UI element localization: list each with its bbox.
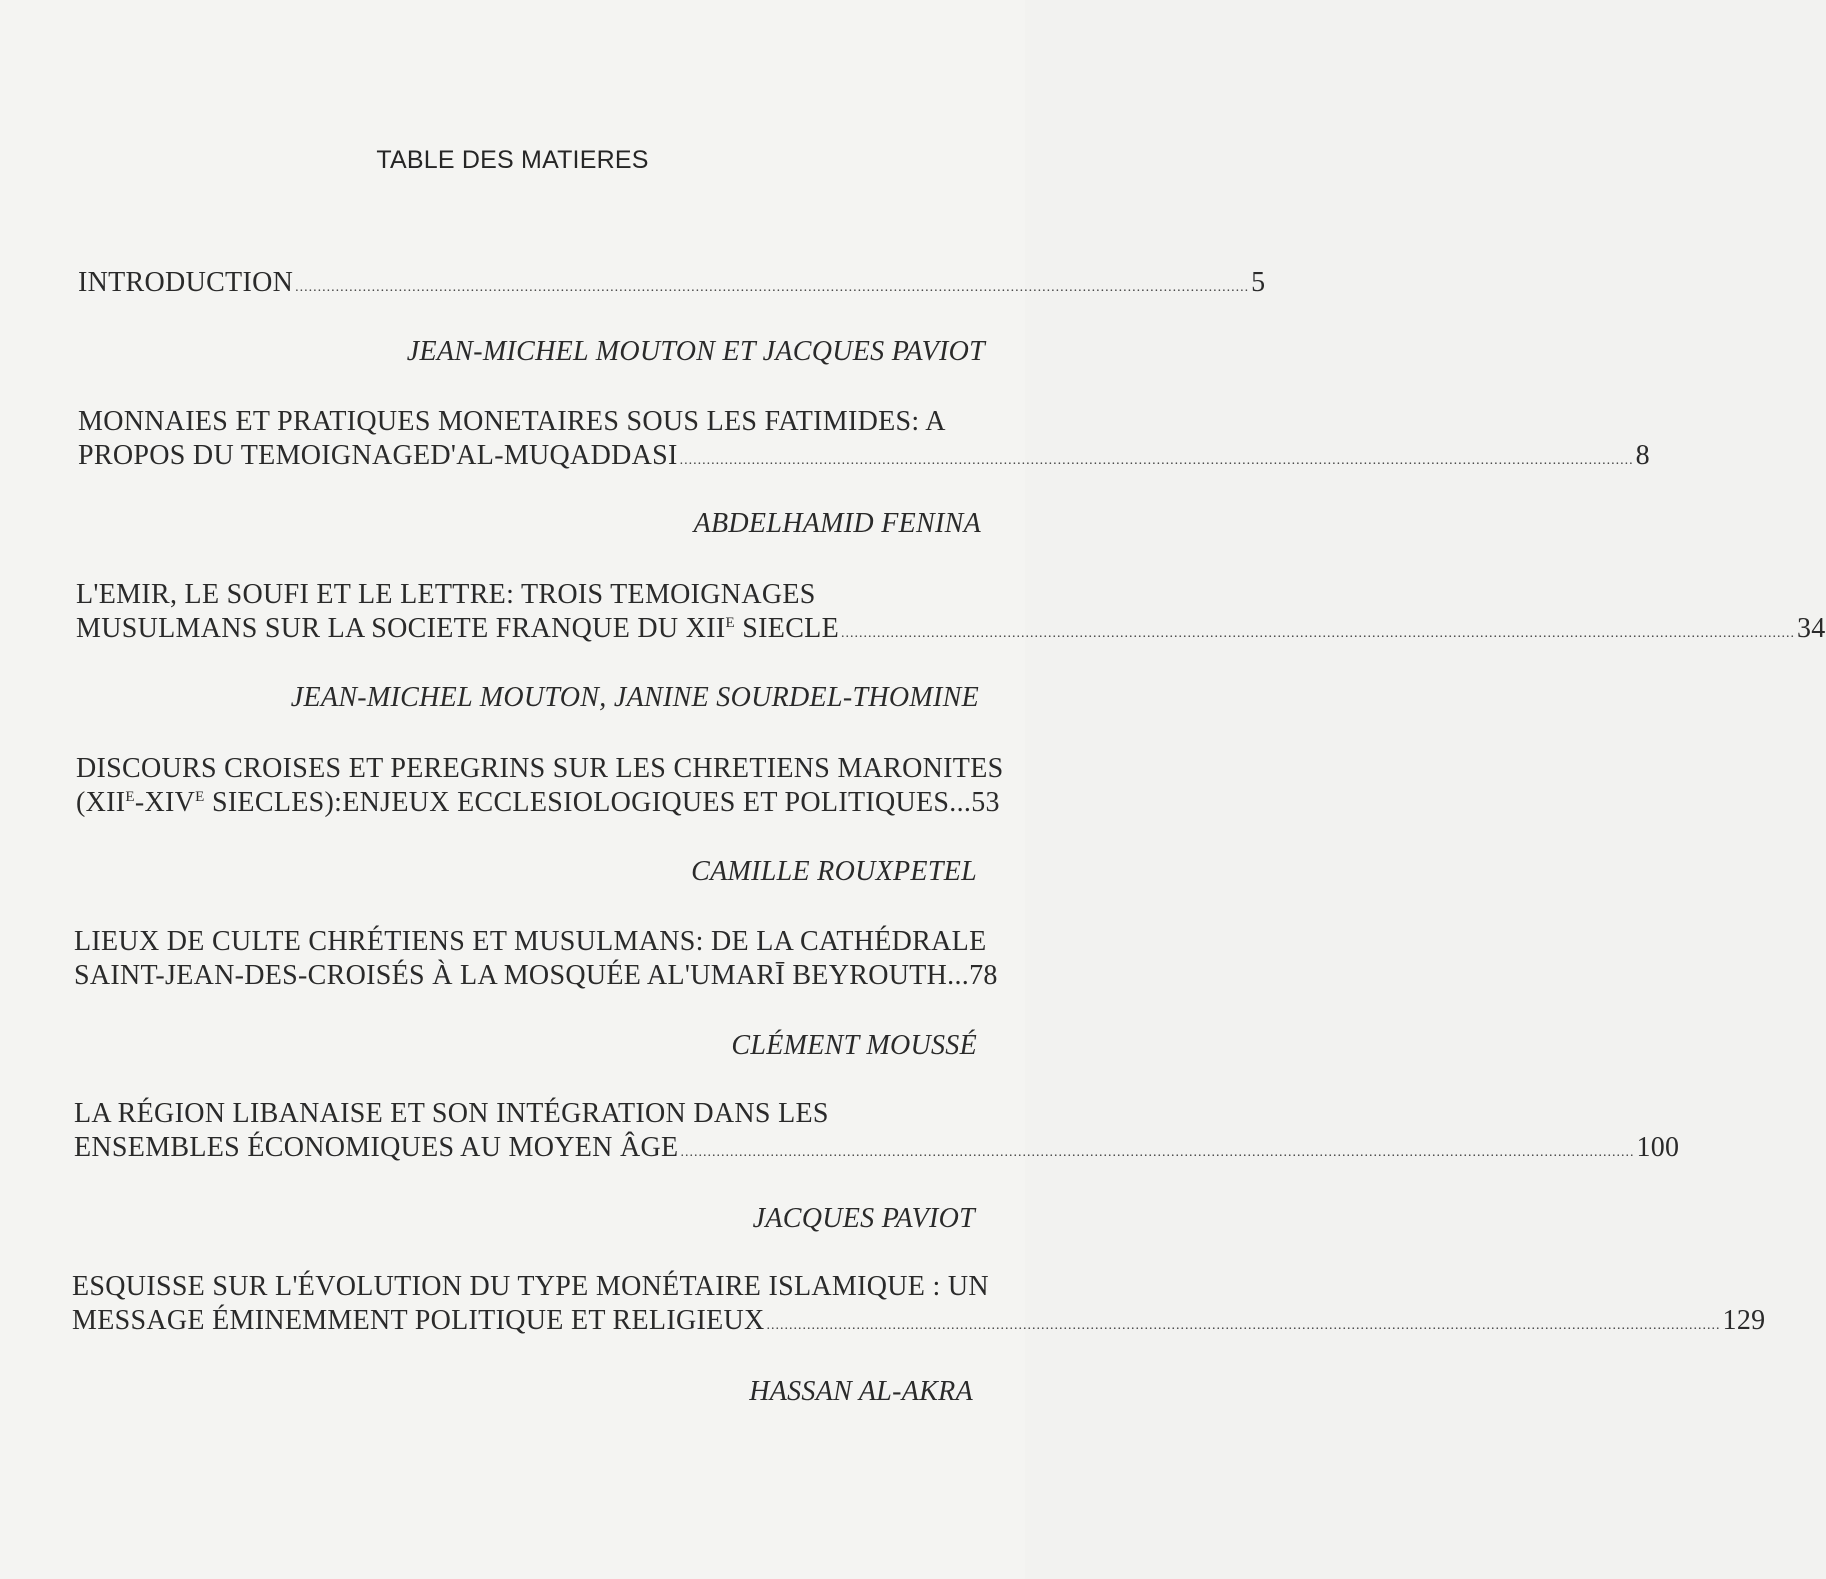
- entry-text: MONNAIES ET PRATIQUES MONETAIRES SOUS LES FATIMIDES: A: [78, 406, 946, 437]
- entry-author: JACQUES PAVIOT: [752, 1203, 975, 1234]
- dot-leader: ....................................................................................................................................................................................................................: [295, 280, 1250, 295]
- toc-entry-emir: [76, 578, 1826, 651]
- dot-leader: ....................................................................................................................................................................................................................: [840, 626, 1795, 641]
- toc-entry-line: [74, 1131, 1680, 1170]
- entry-text: LA RÉGION LIBANAISE ET SON INTÉGRATION DANS LES: [74, 1098, 829, 1129]
- entry-author: JEAN-MICHEL MOUTON ET JACQUES PAVIOT: [406, 336, 985, 367]
- entry-author: JEAN-MICHEL MOUTON, JANINE SOURDEL-THOMINE: [290, 682, 979, 713]
- entry-text: INTRODUCTION: [78, 267, 294, 298]
- entry-text: MUSULMANS SUR LA SOCIETE FRANQUE DU $XII^E$ SIECLE: [76, 613, 839, 644]
- entry-text: SAINT-JEAN-DES-CROISÉS À LA MOSQUÉE AL'UMARĪ BEYROUTH...78: [74, 960, 998, 991]
- page-number: 5: [1251, 267, 1266, 298]
- entry-text: ENSEMBLES ÉCONOMIQUES AU MOYEN ÂGE: [74, 1132, 679, 1163]
- toc-entry-line: [78, 405, 970, 439]
- entry-text: PROPOS DU TEMOIGNAGED'AL-MUQADDASI: [78, 440, 678, 471]
- toc-entry-line: [78, 439, 1650, 478]
- entry-text: LIEUX DE CULTE CHRÉTIENS ET MUSULMANS: DE LA CATHÉDRALE: [74, 926, 987, 957]
- toc-entry-line: [76, 752, 1004, 786]
- toc-entry-line: [76, 786, 1000, 820]
- toc-entry-line: [76, 578, 970, 612]
- toc-entry-discours: [76, 752, 1004, 820]
- toc-entry-lieux: [74, 925, 998, 993]
- toc-entry-line: [72, 1270, 989, 1304]
- page-number: 129: [1722, 1305, 1766, 1336]
- entry-author: ABDELHAMID FENINA: [693, 508, 981, 539]
- toc-entry-line: [74, 925, 987, 959]
- entry-author: CAMILLE ROUXPETEL: [691, 856, 977, 887]
- entry-text: DISCOURS CROISES ET PEREGRINS SUR LES CHRETIENS MARONITES: [76, 753, 1004, 784]
- toc-entry-line: [78, 266, 1266, 305]
- dot-leader: ....................................................................................................................................................................................................................: [766, 1318, 1721, 1333]
- entry-text: ($XII^E-XIV^E$ SIECLES):ENJEUX ECCLESIOLOGIQUES ET POLITIQUES...53: [76, 787, 1000, 818]
- dot-leader: ....................................................................................................................................................................................................................: [679, 453, 1634, 468]
- toc-entry-line: [76, 612, 1826, 651]
- toc-entry-introduction: [78, 266, 1266, 305]
- page-number: 8: [1635, 440, 1650, 471]
- toc-entry-line: [72, 1304, 1766, 1343]
- toc-entry-line: [74, 959, 998, 993]
- entry-text: ESQUISSE SUR L'ÉVOLUTION DU TYPE MONÉTAIRE ISLAMIQUE : UN: [72, 1271, 989, 1302]
- page-title: TABLE DES MATIERES: [376, 146, 649, 174]
- toc-entry-region: [74, 1097, 1680, 1170]
- entry-text: MESSAGE ÉMINEMMENT POLITIQUE ET RELIGIEUX: [72, 1305, 765, 1336]
- page-number: 100: [1636, 1132, 1680, 1163]
- page-number: 34: [1796, 613, 1826, 644]
- entry-text: L'EMIR, LE SOUFI ET LE LETTRE: TROIS TEMOIGNAGES: [76, 579, 816, 610]
- entry-author: HASSAN AL-AKRA: [749, 1376, 973, 1407]
- dot-leader: ....................................................................................................................................................................................................................: [680, 1145, 1635, 1160]
- entry-author: CLÉMENT MOUSSÉ: [731, 1030, 977, 1061]
- toc-entry-esquisse: [72, 1270, 1766, 1343]
- toc-entry-monnaies: [78, 405, 1650, 478]
- toc-entry-line: [74, 1097, 964, 1131]
